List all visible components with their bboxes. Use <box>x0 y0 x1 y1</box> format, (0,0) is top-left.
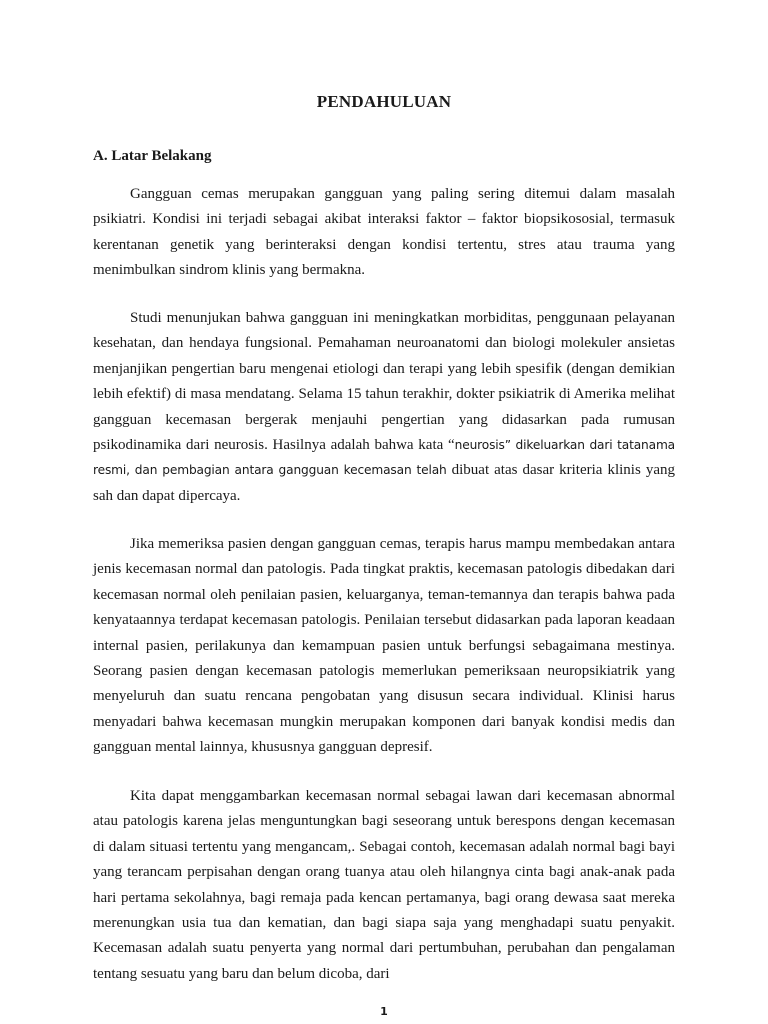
page-title: PENDAHULUAN <box>316 92 452 111</box>
paragraph-1: Gangguan cemas merupakan gangguan yang paling sering ditemui dalam masalah psikiatri. Kondisi ini terjadi sebagai akibat interaksi faktor – faktor biopsikososial, termasuk kerentanan genetik yang berinteraksi dengan kondisi tertentu, stres atau trauma yang menimbulkan sindrom klinis yang bermakna. <box>93 186 675 279</box>
paragraph-2-text-main: Studi menunjukan bahwa gangguan ini meningkatkan morbiditas, penggunaan pelayanan kesehatan, dan hendaya fungsional. Pemahaman neuroanatomi dan biologi molekuler ansietas menjanjikan pengertian baru mengenai etiologi dan terapi yang lebih spesifik (dengan demikian lebih efektif) di masa mendatang. Selama 15 tahun terakhir, dokter psikiatrik di Amerika melihat gangguan kecemasan bergerak menjauhi pengertian yang didasarkan pada rumusan psikodinamika dari neurosis. Hasilnya adalah bahwa kata “ <box>93 310 675 454</box>
paragraph-2 <box>93 306 675 509</box>
paragraph-2-text-end: dibuat atas dasar kriteria klinis yang sah dan dapat dipercaya. <box>93 462 675 504</box>
page-number: 1 <box>380 1005 388 1018</box>
paragraph-2-text-neurosis: neurosis” dikeluarkan dari tatanama resmi, dan pembagian antara gangguan kecemasan telah <box>93 438 675 478</box>
paragraph-4: Kita dapat menggambarkan kecemasan normal sebagai lawan dari kecemasan abnormal atau patologis karena jelas menguntungkan bagi seseorang untuk berespons dengan kecemasan di dalam situasi tertentu yang mengancam,. Sebagai contoh, kecemasan adalah normal bagi bayi yang terancam perpisahan dengan orang tuanya atau oleh hilangnya cinta bagi anak-anak pada hari pertama sekolahnya, bagi remaja pada kencan pertamanya, bagi orang dewasa saat mereka merenungkan usia tua dan kematian, dan bagi siapa saja yang menghadapi suatu penyakit. Kecemasan adalah suatu penyerta yang normal dari pertumbuhan, perubahan dan pengalaman tentang sesuatu yang baru dan belum dicoba, dari <box>93 788 675 982</box>
section-heading: A. Latar Belakang <box>93 148 212 164</box>
paragraph-3: Jika memeriksa pasien dengan gangguan cemas, terapis harus mampu membedakan antara jenis kecemasan normal dan patologis. Pada tingkat praktis, kecemasan patologis dibedakan dari kecemasan normal oleh penilaian pasien, keluarganya, teman-temannya dan terapis bahwa pada kenyataannya terdapat kecemasan patologis. Penilaian tersebut didasarkan pada laporan keadaan internal pasien, perilakunya dan kemampuan pasien untuk berfungsi sebagaimana mestinya. Seorang pasien dengan kecemasan patologis memerlukan pemeriksaan neuropsikiatrik yang menyeluruh dan suatu rencana pengobatan yang disusun secara individual. Klinisi harus menyadari bahwa kecemasan mungkin merupakan komponen dari banyak kondisi medis dan gangguan mental lainnya, khususnya gangguan depresif. <box>93 536 675 756</box>
